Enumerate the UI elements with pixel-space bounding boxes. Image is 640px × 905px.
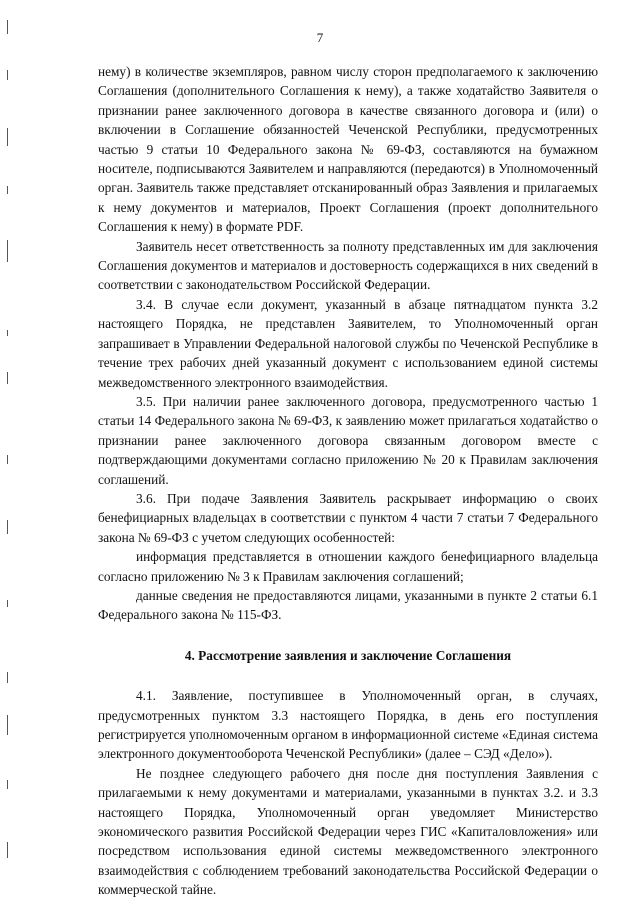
paragraph: Заявитель несет ответственность за полноту представленных им для заключения Соглашения документов и материалов и достоверность содержащихся в них сведений в соответствии с законодательством Российской Федерации. [98,238,598,293]
paragraph: 3.4. В случае если документ, указанный в абзаце пятнадцатом пункта 3.2 настоящего Порядка, не представлен Заявителем, то Уполномоченный орган запрашивает в Управлении Федеральной налоговой службы по Чеченской Республике в течение трех рабочих дней указанный документ с использованием единой системы межведомственного электронного взаимодействия. [98,296,598,390]
paragraph: информация представляется в отношении каждого бенефициарного владельца согласно приложению № 3 к Правилам заключения соглашений; [98,549,598,584]
paragraph: 4.1. Заявление, поступившее в Уполномоченный орган, в случаях, предусмотренных пунктом 3.3 настоящего Порядка, в день его поступления регистрируется уполномоченным органом в информационной системе «Единая система электронного документооборота Чеченской Республики» (далее – СЭД «Дело»). [98,688,598,762]
scan-edge-marks [7,0,9,905]
page-number: 7 [316,30,324,45]
section-heading: 4. Рассмотрение заявления и заключение Соглашения [184,647,512,663]
paragraph: нему) в количестве экземпляров, равном числу сторон предполагаемого к заключению Соглашения (дополнительного Соглашения к нему), а также ходатайство Заявителя о признании ранее заключенного договора в качестве связанного договора и (или) о включении в Соглашение обязанностей Чеченской Республики, предусмотренных частью 9 статьи 10 Федерального закона № 69-ФЗ, составляются на бумажном носителе, подписываются Заявителем и направляются (передаются) в Уполномоченный орган. Заявитель также представляет отсканированный образ Заявления и прилагаемых к нему документов и материалов, Проект Соглашения (проект дополнительного Соглашения к нему) в формате PDF. [98,64,598,235]
paragraph: данные сведения не предоставляются лицами, указанными в пункте 2 статьи 6.1 Федерального закона № 115-ФЗ. [98,587,598,623]
document-body [98,62,598,900]
paragraph: 3.6. При подаче Заявления Заявитель раскрывает информацию о своих бенефициарных владельцах в соответствии с пунктом 4 части 7 статьи 7 Федерального закона № 69-ФЗ с учетом следующих особенностей: [98,490,598,545]
paragraph: Не позднее следующего рабочего дня после дня поступления Заявления с прилагаемыми к нему документами и материалами, указанными в пунктах 3.2. и 3.3 настоящего Порядка, Уполномоченный орган уведомляет Министерство экономического развития Российской Федерации через ГИС «Капиталовложения» или посредством использования единой системы межведомственного электронного взаимодействия с соблюдением требований законодательства Российской Федерации о коммерческой тайне. [98,765,598,898]
paragraph: 3.5. При наличии ранее заключенного договора, предусмотренного частью 1 статьи 14 Федерального закона № 69-ФЗ, к заявлению может прилагаться ходатайство о признании ранее заключенного договора связанным договором вместе с подтверждающими документами согласно приложению № 20 к Правилам заключения соглашений. [98,393,598,487]
